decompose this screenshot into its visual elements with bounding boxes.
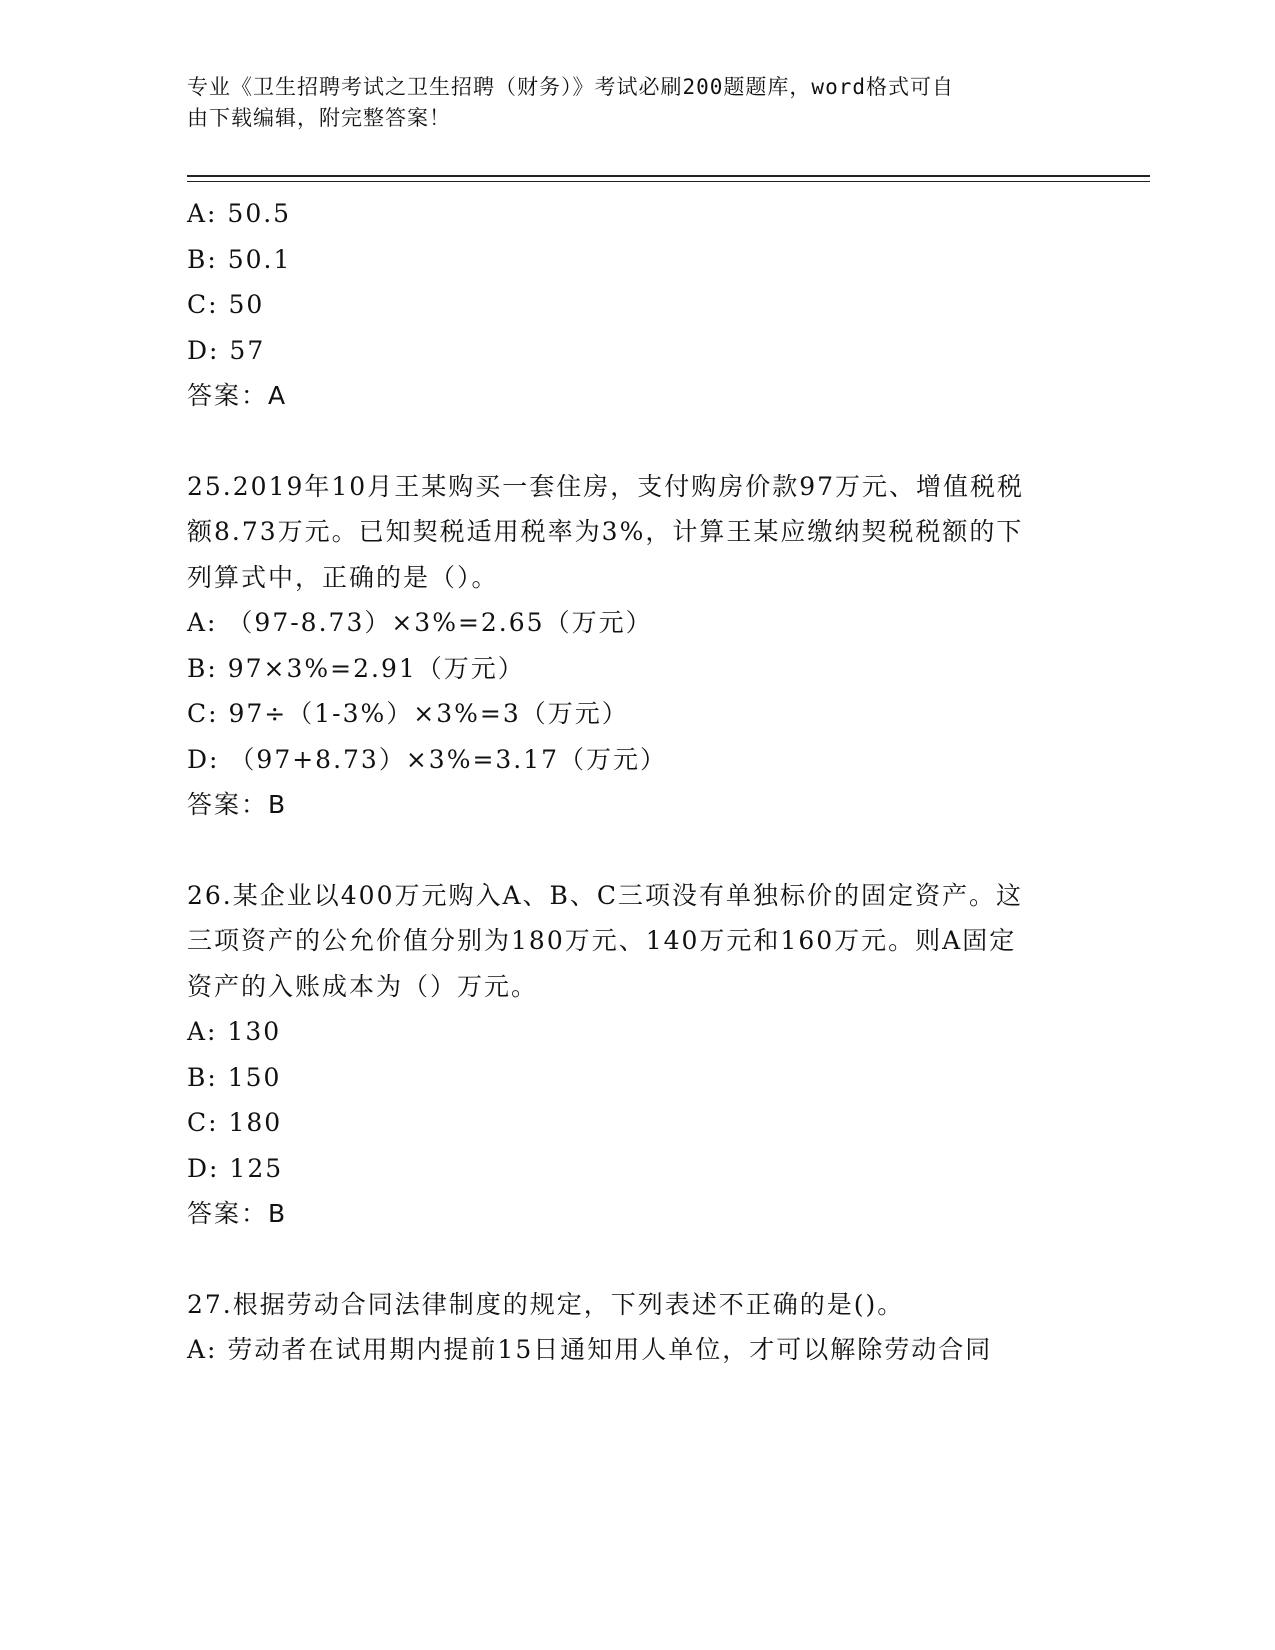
header-rule-thin — [187, 181, 1150, 182]
question-stem-line: 额8.73万元。已知契税适用税率为3%，计算王某应缴纳契税税额的下 — [187, 517, 1024, 546]
option-d: D: （97+8.73）×3%=3.17（万元） — [187, 744, 668, 774]
question-stem-line: 资产的入账成本为（）万元。 — [187, 971, 539, 1001]
option-d: D: 57 — [187, 335, 266, 365]
header-rule-thick — [187, 175, 1150, 177]
option-c: C: 50 — [187, 290, 265, 319]
option-a: A: （97-8.73）×3%=2.65（万元） — [187, 608, 653, 637]
answer: 答案：A — [187, 381, 288, 410]
option-a: A: 劳动者在试用期内提前15日通知用人单位，才可以解除劳动合同 — [187, 1335, 993, 1364]
question-stem-line: 27.根据劳动合同法律制度的规定，下列表述不正确的是()。 — [187, 1289, 905, 1319]
option-d: D: 125 — [187, 1153, 284, 1183]
document-body — [187, 191, 1087, 1373]
option-a: A: 130 — [187, 1017, 282, 1046]
answer: 答案：B — [187, 790, 288, 819]
option-a: A: 50.5 — [187, 199, 292, 228]
answer: 答案：B — [187, 1199, 288, 1228]
question-26 — [187, 873, 1087, 1237]
question-stem-line: 列算式中，正确的是（）。 — [187, 562, 499, 592]
prev-question — [187, 191, 1087, 419]
option-c: C: 97÷（1-3%）×3%=3（万元） — [187, 699, 629, 728]
header-line-1: 专业《卫生招聘考试之卫生招聘（财务）》考试必刷200题题库，word格式可自 — [187, 75, 954, 99]
option-b: B: 97×3%=2.91（万元） — [187, 653, 525, 683]
option-b: B: 50.1 — [187, 244, 292, 274]
question-25 — [187, 464, 1087, 828]
question-stem-line: 三项资产的公允价值分别为180万元、140万元和160万元。则A固定 — [187, 926, 1017, 955]
question-27 — [187, 1282, 1087, 1373]
question-stem-line: 26.某企业以400万元购入A、B、C三项没有单独标价的固定资产。这 — [187, 880, 1024, 910]
document-header — [187, 72, 1067, 134]
header-line-2: 由下载编辑，附完整答案！ — [187, 106, 451, 130]
option-b: B: 150 — [187, 1062, 282, 1092]
question-stem-line: 25.2019年10月王某购买一套住房，支付购房价款97万元、增值税税 — [187, 471, 1025, 501]
option-c: C: 180 — [187, 1108, 283, 1137]
